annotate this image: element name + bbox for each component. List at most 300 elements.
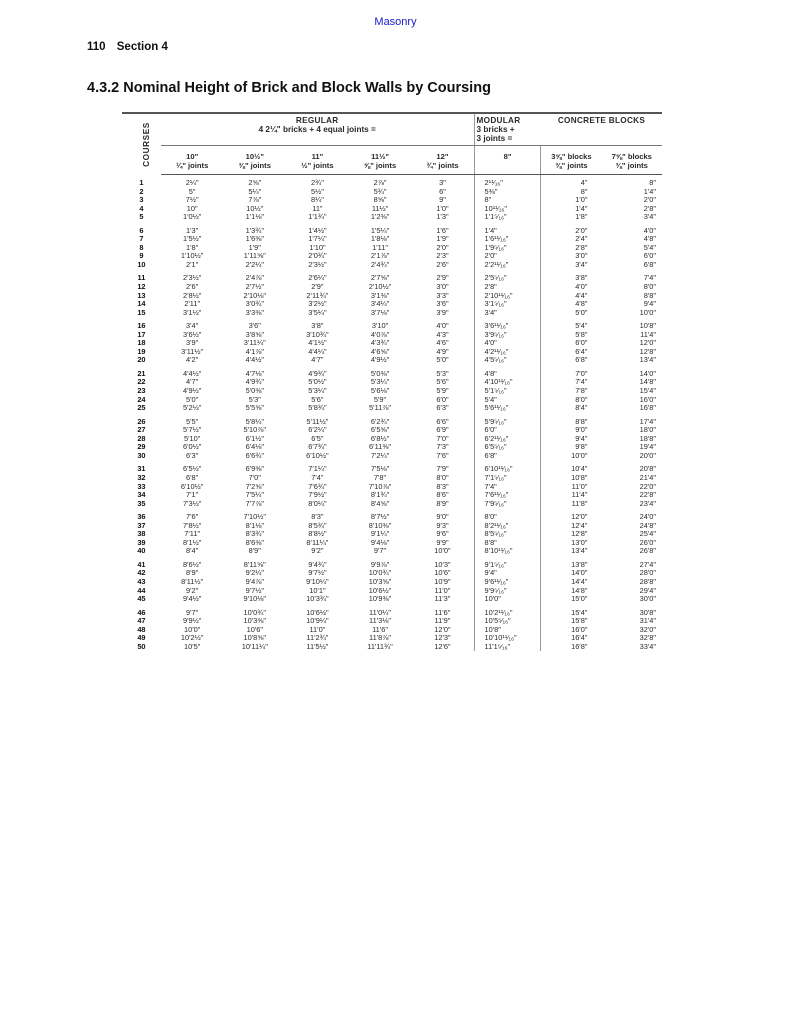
height-cell: 4'2" (186, 355, 199, 365)
height-cell: 2'0¾" (308, 251, 327, 261)
course-number-cell: 4 (139, 203, 144, 213)
height-cell: 11'11¾" (367, 641, 393, 651)
height-cell: 6'8" (643, 259, 656, 269)
height-cell: 6'0½" (182, 442, 202, 452)
course-number-cell: 37 (137, 520, 146, 530)
height-cell: 20'0" (639, 450, 656, 460)
height-cell: 8'3" (436, 481, 449, 491)
height-cell: 5'6" (436, 377, 449, 387)
height-cell: 8'3¾" (245, 529, 264, 539)
height-cell: 1'9" (436, 234, 449, 244)
course-number-cell: 41 (137, 559, 146, 569)
height-cell: 6'3" (186, 450, 199, 460)
height-cell: 22'0" (639, 481, 656, 491)
height-cell: 8" (649, 178, 656, 187)
height-cell: 8'4⅝" (370, 498, 390, 508)
height-cell: 10'8⅝" (243, 633, 267, 643)
height-cell: 8'1½" (182, 537, 202, 547)
height-cell: 11'3" (434, 594, 451, 604)
table-row (122, 269, 662, 283)
column-header: 11" ½" joints (286, 146, 349, 175)
height-cell: 18'0" (639, 425, 656, 435)
height-cell: 1'7¼" (308, 234, 327, 244)
height-cell: 5'0⅜" (245, 386, 264, 396)
height-cell: 10'8" (474, 626, 541, 635)
course-number-cell: 39 (137, 537, 146, 547)
height-cell: 4'4¼" (308, 346, 327, 356)
course-number-cell: 21 (137, 368, 146, 378)
height-cell: 4'4½" (245, 355, 264, 365)
height-cell: 2'5⁵⁄₁₆" (474, 269, 541, 283)
height-cell: 10'0" (183, 624, 201, 634)
height-cell: 9'4" (474, 569, 541, 578)
course-number-cell: 13 (137, 290, 146, 300)
height-cell: 1'8" (541, 213, 601, 222)
height-cell: 4'0" (541, 283, 601, 292)
height-cell: 20'8" (639, 464, 656, 474)
height-cell: 9'7" (373, 546, 387, 556)
height-cell: 2'9" (311, 282, 324, 292)
height-cell: 7'0" (541, 365, 601, 379)
table-row (122, 500, 662, 509)
height-cell: 2'11" (184, 299, 201, 309)
height-cell: 2'9" (436, 273, 449, 283)
height-cell: 1'9" (248, 242, 261, 252)
table-row (122, 604, 662, 618)
height-cell: 4'0" (643, 225, 656, 235)
height-cell: 8'5¾" (308, 520, 327, 530)
height-cell: 17'4" (639, 416, 656, 426)
running-head: Masonry (374, 16, 417, 28)
height-cell: 11'2¾" (306, 633, 329, 643)
height-cell: 16'4" (541, 634, 601, 643)
height-cell: 1'4½" (308, 225, 327, 235)
height-cell: 3'4" (474, 309, 541, 318)
height-cell: 8'8" (643, 290, 656, 300)
height-cell: 5½" (310, 186, 324, 196)
section-title: 4.3.2 Nominal Height of Brick and Block Walls by Coursing (87, 80, 491, 96)
height-cell: 1'5¼" (370, 225, 390, 235)
height-cell: 2'6¼" (308, 273, 327, 283)
height-cell: 12'3" (434, 633, 451, 643)
height-cell: 6'8" (186, 472, 199, 482)
height-cell: 14'0" (639, 368, 656, 378)
course-number-cell: 5 (139, 212, 144, 222)
height-cell: 3'8⅝" (245, 329, 264, 339)
height-cell: 8'9" (186, 568, 199, 578)
height-cell: 3'11¼" (243, 338, 266, 348)
height-cell: 10" (186, 203, 198, 213)
table-row (122, 556, 662, 570)
course-number-cell: 43 (137, 576, 146, 586)
height-cell: 4'0" (436, 321, 449, 331)
height-cell: 6'3" (436, 403, 449, 413)
course-number-cell: 33 (137, 481, 146, 491)
height-cell: 3" (439, 178, 446, 187)
course-number-cell: 45 (137, 594, 146, 604)
height-cell: 3'2½" (308, 299, 327, 309)
height-cell: 7'0" (436, 433, 449, 443)
height-cell: 5'6⅛" (370, 386, 390, 396)
height-cell: 4'0⅞" (370, 329, 390, 339)
modular-group-line2: 3 bricks + (476, 125, 515, 134)
height-cell: 2¹¹⁄₁₆" (474, 175, 541, 188)
height-cell: 4'10¹¹⁄₁₆" (474, 378, 541, 387)
height-cell: 5'3" (248, 394, 261, 404)
height-cell: 10'0" (474, 595, 541, 604)
height-cell: 5'8" (541, 331, 601, 340)
height-cell: 2'0" (541, 222, 601, 236)
height-cell: 3'1⅜" (370, 290, 390, 300)
height-cell: 11'4" (640, 329, 656, 339)
height-cell: 6'0" (643, 251, 656, 261)
height-cell: 5'3" (436, 368, 449, 378)
height-cell: 3'1⁵⁄₁₆" (474, 300, 541, 309)
height-cell: 1'11" (372, 242, 388, 252)
height-cell: 19'4" (639, 442, 656, 452)
height-cell: 4'8" (643, 234, 656, 244)
height-cell: 3'5¼" (308, 307, 327, 317)
height-cell: 3'4" (541, 261, 601, 270)
height-cell: 9'7½" (308, 568, 327, 578)
height-cell: 2'7⅝" (370, 273, 390, 283)
height-cell: 6'10½" (180, 481, 204, 491)
height-cell: 18'8" (639, 433, 656, 443)
height-cell: 2'8½" (182, 290, 202, 300)
height-cell: 10'3⅜" (243, 616, 267, 626)
height-cell: 3'8" (311, 321, 324, 331)
height-cell: 4'6" (436, 338, 449, 348)
coursing-table-container (122, 112, 662, 762)
height-cell: 5'5" (186, 416, 199, 426)
page-header (87, 41, 168, 53)
height-cell: 14'8" (541, 587, 601, 596)
height-cell: 5'9⁵⁄₁₆" (474, 413, 541, 427)
course-number-cell: 42 (137, 568, 146, 578)
table-row (122, 213, 662, 222)
height-cell: 10'1" (309, 585, 326, 595)
height-cell: 16'0" (639, 394, 656, 404)
height-cell: 6'11⅜" (369, 442, 392, 452)
height-cell: 5'11½" (306, 416, 329, 426)
height-cell: 10'11¼" (241, 641, 268, 651)
height-cell: 6'10¹¹⁄₁₆" (474, 460, 541, 474)
column-header: 3⅝" blocks ⅜" joints (541, 146, 601, 175)
height-cell: 9" (439, 195, 446, 205)
height-cell: 11'8⅞" (369, 633, 392, 643)
height-cell: 9'4½" (182, 594, 202, 604)
course-number-cell: 27 (137, 425, 146, 435)
height-cell: 2'8" (474, 283, 541, 292)
course-number-cell: 36 (137, 512, 146, 522)
course-number-cell: 44 (137, 585, 146, 595)
height-cell: 6'2¼" (308, 425, 327, 435)
height-cell: 7'4" (643, 273, 656, 283)
height-cell: 11'0¼" (369, 607, 392, 617)
course-number-cell: 49 (137, 633, 146, 643)
height-cell: 6'5½" (182, 464, 202, 474)
height-cell: 22'8" (639, 490, 656, 500)
height-cell: 5'10" (183, 433, 201, 443)
height-cell: 5'5⅝" (245, 403, 264, 413)
height-cell: 4'5⁵⁄₁₆" (474, 356, 541, 365)
height-cell: 30'8" (639, 607, 656, 617)
height-cell: 1'11⅝" (243, 251, 266, 261)
height-cell: 5'11⅞" (369, 403, 392, 413)
height-cell: 9'4" (643, 299, 656, 309)
height-cell: 6'9⅜" (245, 464, 264, 474)
height-cell: 6'1½" (245, 433, 264, 443)
height-cell: 2'3" (436, 251, 449, 261)
height-cell: 5⅜" (474, 188, 541, 197)
height-cell: 1'6⅜" (245, 234, 264, 244)
height-cell: 4'6⅝" (370, 346, 390, 356)
height-cell: 3'0" (436, 282, 449, 292)
height-cell: 5'4" (474, 396, 541, 405)
height-cell: 1'3" (186, 225, 199, 235)
height-cell: 3'8" (541, 269, 601, 283)
height-cell: 10'0" (434, 546, 451, 556)
height-cell: 2'6" (186, 282, 199, 292)
courses-header (122, 113, 161, 175)
table-row (122, 309, 662, 318)
height-cell: 7'6¹¹⁄₁₆" (474, 491, 541, 500)
height-cell: 11" (312, 203, 323, 213)
height-cell: 8'0" (643, 282, 656, 292)
table-row (122, 317, 662, 331)
height-cell: 5" (188, 186, 196, 196)
height-cell: 7'9½" (308, 490, 327, 500)
height-cell: 9'6¹¹⁄₁₆" (474, 578, 541, 587)
height-cell: 8'11⅝" (243, 559, 266, 569)
height-cell: 7'5¼" (245, 490, 264, 500)
height-cell: 10'6½" (306, 607, 329, 617)
height-cell: 1'1⅛" (245, 212, 264, 222)
height-cell: 5'10⅞" (243, 425, 267, 435)
height-cell: 4'3¾" (370, 338, 390, 348)
height-cell: 5'0⅜" (370, 368, 390, 378)
height-cell: 32'0" (639, 624, 656, 634)
height-cell: 2'6" (436, 259, 449, 269)
regular-group-subtitle: 4 2¼" bricks + 4 equal joints = (258, 125, 376, 134)
height-cell: 7'7⅞" (245, 498, 264, 508)
height-cell: 8'0" (541, 396, 601, 405)
height-cell: 6'6¾" (245, 450, 264, 460)
height-cell: 11'8" (541, 500, 601, 509)
height-cell: 4'1⅞" (245, 346, 264, 356)
height-cell: 10'10¹¹⁄₁₆" (474, 634, 541, 643)
height-cell: 7'1" (186, 490, 199, 500)
height-cell: 1'0" (541, 196, 601, 205)
course-number-cell: 8 (139, 242, 144, 252)
height-cell: 16'8" (541, 643, 601, 652)
table-row (122, 460, 662, 474)
height-cell: 10'0" (541, 452, 601, 461)
height-cell: 16'8" (639, 403, 656, 413)
height-cell: 12'0" (434, 624, 451, 634)
height-cell: 1'1⁵⁄₁₆" (474, 213, 541, 222)
course-number-cell: 1 (139, 177, 144, 187)
height-cell: 13'4" (541, 547, 601, 556)
table-row (122, 356, 662, 365)
height-cell: 6'4⅛" (245, 442, 264, 452)
height-cell: 4'9½" (182, 386, 202, 396)
height-cell: 24'8" (639, 520, 656, 530)
height-cell: 8'9" (248, 546, 261, 556)
height-cell: 8'1¾" (370, 490, 390, 500)
height-cell: 10'9⅜" (368, 594, 392, 604)
height-cell: 4'8" (474, 365, 541, 379)
height-cell: 4'2¹¹⁄₁₆" (474, 348, 541, 357)
height-cell: 31'4" (639, 616, 656, 626)
height-cell: 1'10" (309, 242, 326, 252)
course-number-cell: 34 (137, 490, 146, 500)
concrete-blocks-group-header (541, 113, 662, 146)
height-cell: 3'11½" (181, 346, 204, 356)
height-cell: 12'4" (541, 522, 601, 531)
height-cell: 11'1⁵⁄₁₆" (474, 643, 541, 652)
height-cell: 5'0" (436, 355, 449, 365)
height-cell: 8'11½" (181, 576, 204, 586)
height-cell: 10½" (246, 203, 264, 213)
course-number-cell: 26 (137, 416, 146, 426)
course-number-cell: 2 (139, 186, 144, 196)
course-number-cell: 31 (137, 464, 146, 474)
height-cell: 9'2" (186, 585, 199, 595)
course-number-cell: 11 (137, 273, 146, 283)
course-number-cell: 46 (137, 607, 146, 617)
height-cell: 10'5" (183, 641, 201, 651)
height-cell: 2'2¹¹⁄₁₆" (474, 261, 541, 270)
height-cell: 2'3½" (308, 259, 327, 269)
height-cell: 9'4¾" (308, 559, 327, 569)
height-cell: 5'6¹¹⁄₁₆" (474, 404, 541, 413)
height-cell: 8¼" (310, 195, 324, 205)
height-cell: 7⅞" (248, 195, 262, 205)
column-header: 12" ¾" joints (411, 146, 474, 175)
height-cell: 2⅞" (373, 178, 387, 187)
column-header: 10½" ⅜" joints (223, 146, 286, 175)
course-number-cell: 9 (139, 251, 144, 261)
course-number-cell: 24 (137, 394, 146, 404)
height-cell: 4'8" (541, 300, 601, 309)
height-cell: 8'10⅜" (368, 520, 392, 530)
height-cell: 5'0½" (308, 377, 327, 387)
height-cell: 9'0" (436, 512, 449, 522)
height-cell: 1'9⁵⁄₁₆" (474, 244, 541, 253)
height-cell: 7'4" (311, 472, 324, 482)
height-cell: 7'8" (541, 387, 601, 396)
height-cell: 3'6" (248, 321, 261, 331)
height-cell: 6'10½" (306, 450, 329, 460)
height-cell: 1'10½" (180, 251, 204, 261)
table-row (122, 261, 662, 270)
height-cell: 6'4" (541, 348, 601, 357)
height-cell: 8'6⅜" (245, 537, 264, 547)
height-cell: 6'5⁵⁄₁₆" (474, 443, 541, 452)
height-cell: 5'7½" (182, 425, 202, 435)
modular-group-line3: 3 joints = (476, 134, 513, 143)
height-cell: 4" (541, 175, 601, 188)
height-cell: 3'3⅜" (245, 307, 264, 317)
height-cell: 6'6" (436, 416, 449, 426)
height-cell: 8⅝" (373, 195, 387, 205)
height-cell: 7'10½" (243, 512, 267, 522)
height-cell: 9'10⅛" (243, 594, 267, 604)
height-cell: 25'4" (639, 529, 656, 539)
course-number-cell: 16 (137, 321, 146, 331)
height-cell: 28'0" (639, 568, 656, 578)
height-cell: 2'4¾" (370, 259, 390, 269)
table-row (122, 365, 662, 379)
height-cell: 3'9" (436, 307, 449, 317)
height-cell: 16'0" (541, 626, 601, 635)
height-cell: 7'1¼" (308, 464, 327, 474)
height-cell: 7'4" (541, 378, 601, 387)
height-cell: 3'6½" (182, 329, 202, 339)
height-cell: 4'0" (474, 339, 541, 348)
height-cell: 3'9" (186, 338, 199, 348)
height-cell: 2¼" (185, 178, 199, 187)
course-number-cell: 6 (139, 225, 144, 235)
height-cell: 9'7½" (245, 585, 264, 595)
height-cell: 4'9" (436, 346, 449, 356)
height-cell: 5'6" (311, 394, 324, 404)
height-cell: 9'3" (436, 520, 449, 530)
height-cell: 6'5" (311, 433, 324, 443)
height-cell: 11'0" (309, 624, 326, 634)
height-cell: 1'3¾" (245, 225, 264, 235)
height-cell: 26'8" (639, 546, 656, 556)
course-number-cell: 40 (137, 546, 146, 556)
height-cell: 8" (474, 196, 541, 205)
height-cell: 6'5⅝" (370, 425, 390, 435)
height-cell: 3'0¾" (245, 299, 264, 309)
height-cell: 3'10" (371, 321, 389, 331)
height-cell: 6'2¹¹⁄₁₆" (474, 435, 541, 444)
height-cell: 6'0" (541, 339, 601, 348)
height-cell: 7'0" (248, 472, 261, 482)
height-cell: 3'10¾" (306, 329, 329, 339)
height-cell: 1'6¹¹⁄₁₆" (474, 235, 541, 244)
height-cell: 10'8" (541, 474, 601, 483)
height-cell: 9'9⁵⁄₁₆" (474, 587, 541, 596)
height-cell: 7'6" (436, 450, 449, 460)
height-cell: 5'3¼" (370, 377, 390, 387)
table-row (122, 643, 662, 652)
height-cell: 7'1⁵⁄₁₆" (474, 474, 541, 483)
height-cell: 3'0" (541, 252, 601, 261)
height-cell: 5'3¼" (308, 386, 327, 396)
height-cell: 5'4" (541, 317, 601, 331)
height-cell: 12'8" (639, 346, 656, 356)
height-cell: 5'0" (186, 394, 199, 404)
height-cell: 1'2⅜" (370, 212, 390, 222)
height-cell: 2'2¼" (245, 259, 264, 269)
height-cell: 2'10½" (368, 282, 392, 292)
regular-group-header (161, 113, 474, 146)
height-cell: 7'11" (184, 529, 201, 539)
height-cell: 11'9" (434, 616, 451, 626)
height-cell: 13'4" (639, 355, 656, 365)
height-cell: 10'6" (246, 624, 263, 634)
height-cell: 6" (439, 186, 446, 196)
table-row (122, 595, 662, 604)
height-cell: 6'0" (474, 426, 541, 435)
height-cell: 3'9⁵⁄₁₆" (474, 331, 541, 340)
course-number-cell: 28 (137, 433, 146, 443)
height-cell: 5¾" (373, 186, 387, 196)
